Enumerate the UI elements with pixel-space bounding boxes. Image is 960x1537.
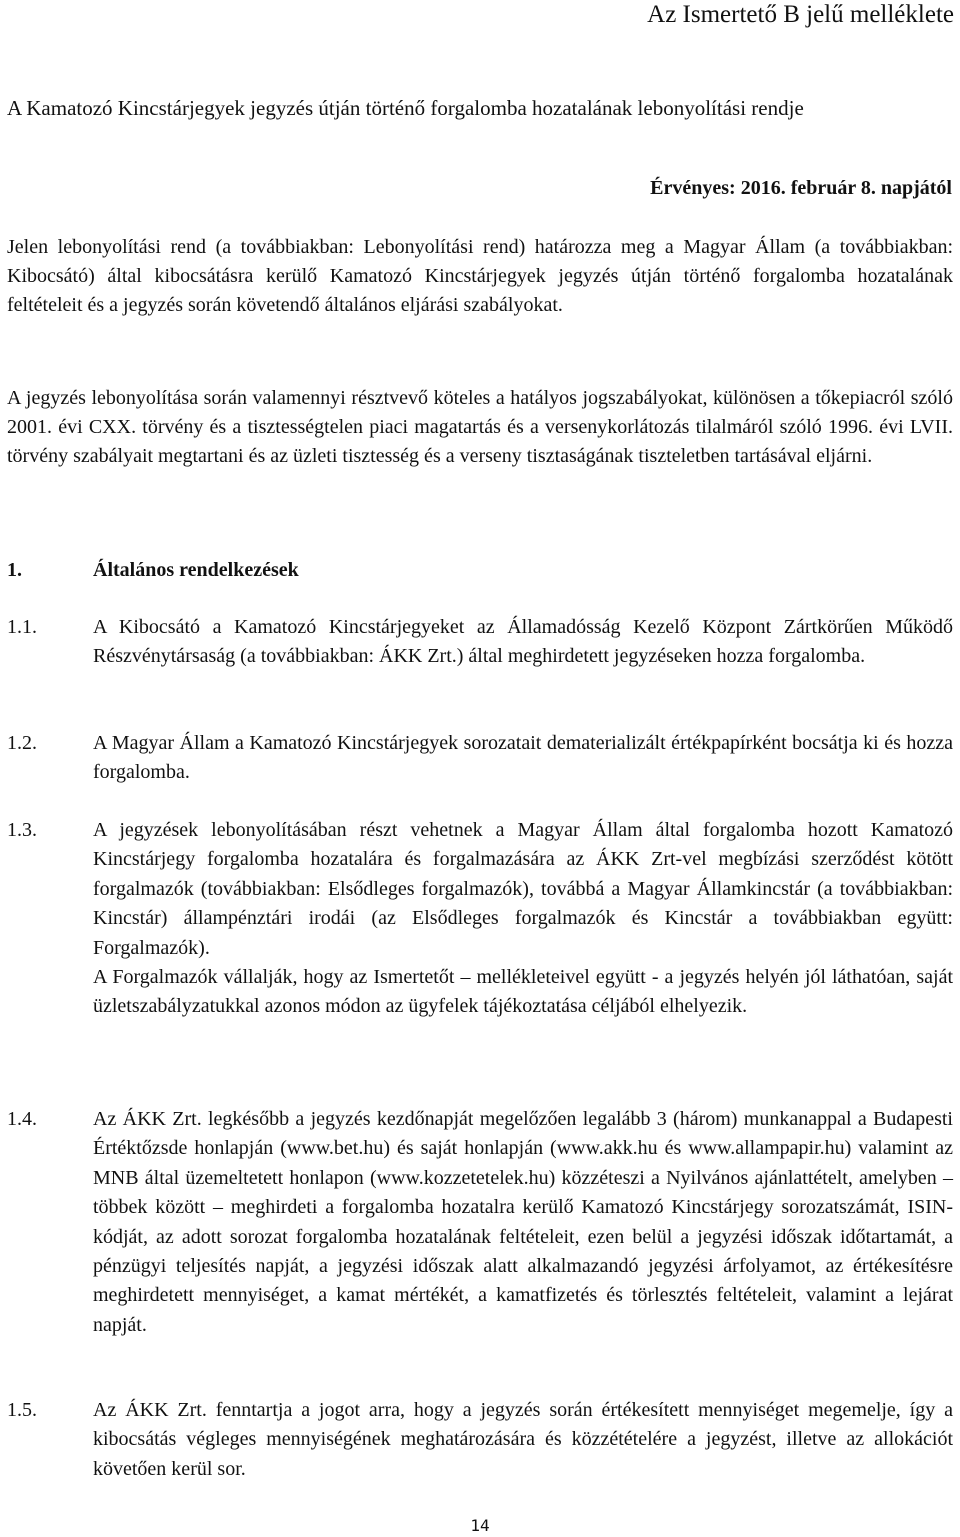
section-number: 1. [7,559,22,581]
list-item [7,1396,953,1484]
item-number: 1.2. [7,732,37,754]
item-number: 1.3. [7,819,37,841]
list-item [7,816,953,1022]
item-text: A Kibocsátó a Kamatozó Kincstárjegyeket az Államadósság Kezelő Központ Zártkörűen Működő Részvénytársaság (a továbbiakban: ÁKK Zrt.) által meghirdetett jegyzéseken hozza forgalomba. [93,616,953,668]
item-text: Az ÁKK Zrt. legkésőbb a jegyzés kezdőnapját megelőzően legalább 3 (három) munkanappal a Budapesti Értéktőzsde honlapján (www.bet.hu) és saját honlapján (www.akk.hu és www.allampapir.hu) valamint az MNB által üzemeltetett honlapon (www.kozzetetelek.hu) közzéteszi a Nyilvános ajánlattételt, amelyben – többek között – meghirdeti a forgalomba hozatalra kerülő Kamatozó Kincstárjegy sorozatszámát, ISIN-kódját, az adott sorozat forgalomba hozatalának feltételeit, ezen belül a jegyzési időszak időtartamát, a pénzügyi teljesítés napját, a jegyzési időszak alatt alkalmazandó jegyzési árfolyamot, az értékesítésre meghirdetett mennyiséget, a kamat mértékét, a kamatfizetés és törlesztés feltételeit, valamint a lejárat napját. [93,1108,953,1336]
validity-date: Érvényes: 2016. február 8. napjától [650,177,952,199]
list-item [7,1105,953,1340]
annex-header: Az Ismertető B jelű melléklete [647,1,954,28]
item-text: A Forgalmazók vállalják, hogy az Ismertetőt – mellékleteivel együtt - a jegyzés helyén jól láthatóan, saját üzletszabályzatukkal azonos módon az ügyfelek tájékoztatása céljából elhelyezik. [93,966,953,1018]
item-number: 1.4. [7,1108,37,1130]
section-heading [7,556,299,585]
item-number: 1.5. [7,1399,37,1421]
item-text: A Magyar Állam a Kamatozó Kincstárjegyek sorozatait dematerializált értékpapírként bocsátja ki és hozza forgalomba. [93,732,953,784]
item-number: 1.1. [7,616,37,638]
item-text: Az ÁKK Zrt. fenntartja a jogot arra, hogy a jegyzés során értékesített mennyiséget megemelje, így a kibocsátás végleges mennyiségének meghatározására és közzétételére a jegyzést, illetve az allokációt követően kerül sor. [93,1399,953,1480]
intro-paragraph: A jegyzés lebonyolítása során valamennyi résztvevő köteles a hatályos jogszabályokat, különösen a tőkepiacról szóló 2001. évi CXX. törvény és a tisztességtelen piaci magatartás és a versenykorlátozás tilalmáról szóló 1996. évi LVII. törvény szabályait megtartani és az üzleti tisztesség és a verseny tisztaságának tiszteletben tartásával eljárni. [7,387,953,467]
page-number: 14 [470,1516,490,1535]
document-title: A Kamatozó Kincstárjegyek jegyzés útján történő forgalomba hozatalának lebonyolítási rendje [7,96,804,120]
section-title: Általános rendelkezések [93,559,299,581]
list-item [7,729,953,788]
intro-paragraph: Jelen lebonyolítási rend (a továbbiakban: Lebonyolítási rend) határozza meg a Magyar Állam (a továbbiakban: Kibocsátó) által kibocsátásra kerülő Kamatozó Kincstárjegyek jegyzés útján történő forgalomba hozatalának feltételeit és a jegyzés során követendő általános eljárási szabályokat. [7,236,953,316]
list-item [7,613,953,672]
item-text: A jegyzések lebonyolításában részt vehetnek a Magyar Állam által forgalomba hozott Kamatozó Kincstárjegy forgalomba hozatalára és forgalmazására az ÁKK Zrt-vel megbízási szerződést kötött forgalmazók (továbbiakban: Elsődleges forgalmazók), továbbá a Magyar Államkincstár (a továbbiakban: Kincstár) állampénztári irodái (az Elsődleges forgalmazók és Kincstár a továbbiakban együtt: Forgalmazók). [93,819,953,959]
